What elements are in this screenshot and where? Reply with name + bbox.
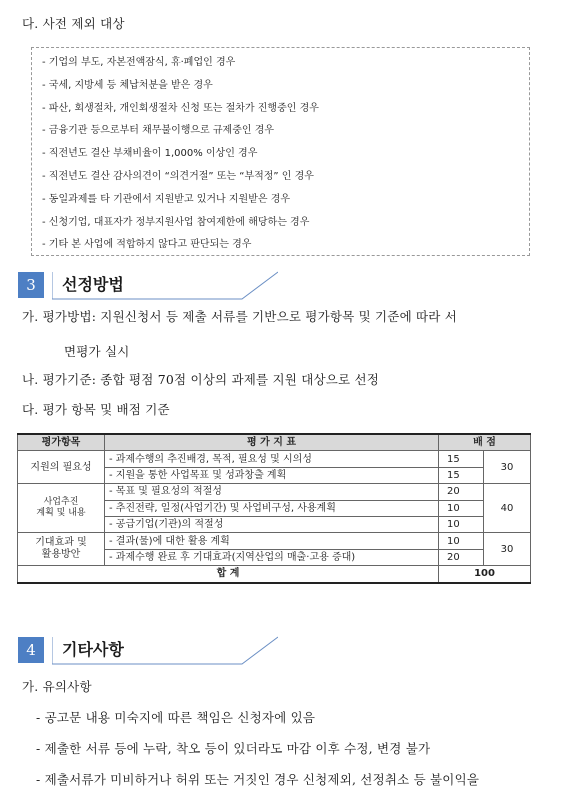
evaluation-score-table: [17, 433, 531, 584]
notes-heading: 가. 유의사항: [22, 679, 92, 694]
section-number-badge: 3: [18, 272, 44, 298]
category-cell: [18, 533, 105, 566]
exclusion-item: - 기업의 부도, 자본전액잠식, 휴·폐업인 경우: [42, 57, 236, 68]
table-row: [18, 484, 531, 500]
score-cell: 10: [439, 500, 484, 516]
category-line: 기대효과 및: [35, 537, 87, 549]
total-label: 합 계: [18, 566, 439, 583]
evaluation-method-line1: 가. 평가방법: 지원신청서 등 제출 서류를 기반으로 평가항목 및 기준에 따라 서: [22, 309, 458, 324]
score-cell: 15: [439, 451, 484, 467]
header-category: 평가항목: [18, 434, 105, 451]
exclusion-item: - 국세, 지방세 등 체납처분을 받은 경우: [42, 79, 213, 91]
note-item: - 제출한 서류 등에 누락, 착오 등이 있더라도 마감 이후 수정, 변경 불가: [36, 741, 431, 756]
evaluation-criteria: 나. 평가기준: 종합 평점 70점 이상의 과제를 지원 대상으로 선정: [22, 372, 380, 387]
indicator-cell: - 추진전략, 일정(사업기간) 및 사업비구성, 사용계획: [105, 500, 439, 516]
score-cell: 10: [439, 533, 484, 549]
note-item: - 공고문 내용 미숙지에 따른 책임은 신청자에 있음: [36, 710, 316, 725]
section-4-header: [18, 635, 280, 665]
evaluation-method-line2: 면평가 실시: [64, 344, 130, 359]
score-cell: 15: [439, 467, 484, 483]
indicator-cell: - 과제수행 완료 후 기대효과(지역산업의 매출·고용 증대): [105, 549, 439, 565]
section-3-header: [18, 270, 280, 300]
subtotal-cell: 40: [484, 484, 531, 533]
exclusion-item: - 동일과제를 타 기관에서 지원받고 있거나 지원받은 경우: [42, 193, 291, 205]
header-indicator: 평 가 지 표: [105, 434, 439, 451]
exclusion-list: [32, 48, 529, 257]
exclusion-item: - 기타 본 사업에 적합하지 않다고 판단되는 경우: [42, 239, 252, 251]
category-line: 계획 및 내용: [36, 508, 86, 519]
total-value: 100: [439, 566, 531, 583]
exclusion-item: - 직전년도 결산 감사의견이 “의견거절” 또는 “부적정” 인 경우: [42, 170, 314, 182]
category-cell: [18, 484, 105, 533]
indicator-cell: - 결과(물)에 대한 활용 계획: [105, 533, 439, 549]
exclusion-item: - 파산, 회생절차, 개인회생절차 신청 또는 절차가 진행중인 경우: [42, 102, 319, 114]
table-row: [18, 451, 531, 467]
header-score: 배 점: [439, 434, 531, 451]
indicator-cell: - 목표 및 필요성의 적절성: [105, 484, 439, 500]
category-line: 활용방안: [41, 549, 81, 561]
table-row: [18, 533, 531, 549]
subtotal-cell: 30: [484, 533, 531, 566]
section-number-badge: 4: [18, 637, 44, 663]
evaluation-items-heading: 다. 평가 항목 및 배점 기준: [22, 402, 170, 417]
category-line: 사업추진: [43, 497, 79, 508]
exclusion-item: - 직전년도 결산 부채비율이 1,000% 이상인 경우: [42, 148, 258, 160]
exclusion-item: - 신청기업, 대표자가 정부지원사업 참여제한에 해당하는 경우: [42, 216, 310, 228]
section-title: 기타사항: [62, 640, 124, 659]
score-cell: 10: [439, 516, 484, 532]
score-cell: 20: [439, 549, 484, 565]
indicator-cell: - 지원을 통한 사업목표 및 성과창출 계획: [105, 467, 439, 483]
section-title: 선정방법: [62, 275, 124, 294]
indicator-cell: - 과제수행의 추진배경, 목적, 필요성 및 시의성: [105, 451, 439, 467]
exclusion-item: - 금융기관 등으로부터 채무불이행으로 규제중인 경우: [42, 125, 275, 137]
exclusion-dashed-box: [31, 47, 530, 256]
exclusion-heading: 다. 사전 제외 대상: [22, 16, 125, 31]
score-cell: 20: [439, 484, 484, 500]
note-item: - 제출서류가 미비하거나 허위 또는 거짓인 경우 신청제외, 선정취소 등 불이익을: [36, 772, 480, 787]
subtotal-cell: 30: [484, 451, 531, 484]
category-cell: 지원의 필요성: [18, 451, 105, 484]
indicator-cell: - 공급기업(기관)의 적절성: [105, 516, 439, 532]
table-header-row: [18, 434, 531, 451]
total-row: [18, 566, 531, 583]
